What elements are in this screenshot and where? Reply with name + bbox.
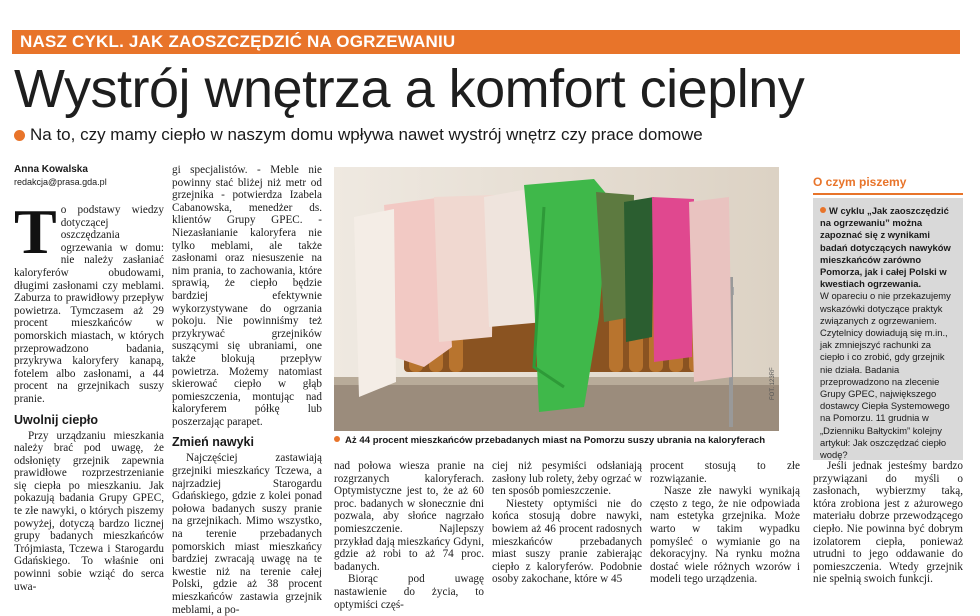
caption-text: Aż 44 procent mieszkańców przebadanych miast na Pomorzu suszy ubrania na kaloryferach	[345, 435, 766, 446]
sidebar-box	[813, 198, 963, 460]
sidebar-body: W opareciu o nie przekazujemy wskazówki dotyczące praktyk związanych z ogrzewaniem. Czytelnicy dowiadują się m.in., jak zmniejszyć rachunki za ciepło i co zrobić, gdy grzejnik nie działa. Badania przeprowadzono na zlecenie Grupy GPEC, największego dostawcy Ciepła Systemowego na Pomorzu. 11 grudnia w „Dzienniku Bałtyckim” kolejny artykuł: Jak oszczędzać ciepło wodę?	[820, 290, 951, 461]
paragraph: nad połowa wiesza pranie na rozgrzanych kaloryferach. Optymistyczne jest to, że aż 60 proc. badanych w słonecznie dni pozwala, aby słońce nagrzało pomieszczenie. Najlepszy przykład dają mieszkańcy Gdyni, gdzie aż robi to aż 74 proc. badanych.	[334, 460, 484, 573]
author-name: Anna Kowalska	[14, 164, 88, 175]
article-column-6	[813, 460, 963, 586]
sidebar-title: O czym piszemy	[813, 175, 907, 189]
lead-bullet-icon	[14, 130, 25, 141]
article-column-3	[334, 460, 484, 611]
article-column-4	[492, 460, 642, 586]
sidebar-bullet-icon	[820, 207, 826, 213]
lead-text: Na to, czy mamy ciepło w naszym domu wpływa nawet wystrój wnętrz czy prace domowe	[30, 125, 703, 144]
paragraph: procent stosują to złe rozwiązanie.	[650, 460, 800, 485]
photo-credit: FOT. 123RF	[770, 367, 776, 400]
subhead-zmien: Zmień nawyki	[172, 435, 254, 450]
article-column-5	[650, 460, 800, 586]
section-banner	[12, 30, 960, 54]
paragraph: Niestety optymiści nie do końca stosują dobre nawyki, bowiem aż 46 procent radosnych mieszkańców przebadanych miast suszy pranie zabierając ciepło z kaloryferów. Podobnie osoby zakochane, które w 45	[492, 497, 642, 586]
sidebar-intro: W cyklu „Jak zaoszczędzić na ogrzewaniu” można zapoznać się z wynikami badań dotyczących nawyków mieszkańców zarówno Pomorza, jak i całej Polski w kwestiach ogrzewania.	[820, 205, 951, 290]
author-email: redakcja@prasa.gda.pl	[14, 177, 107, 187]
article-photo	[334, 167, 779, 431]
subhead-uwolnij: Uwolnij ciepło	[14, 412, 99, 427]
headline: Wystrój wnętrza a komfort cieplny	[14, 59, 805, 119]
caption-bullet-icon	[334, 436, 340, 442]
paragraph: ciej niż pesymiści odsłaniają zasłony lub rolety, żeby ogrzać w ten sposób pomieszczenie.	[492, 460, 642, 498]
photo-caption	[334, 434, 779, 447]
paragraph: Przy urządzaniu mieszkania należy brać pod uwagę, że odsłonięty grzejnik zapewnia prawidłowe rozprzestrzenianie się ciepła po mieszkaniu. Jak pokazują badania Grupy GPEC, te złe nawyki, o których piszemy powyżej, dotyczą bardzo licznej grupy badanych mieszkańców Trójmiasta, Tczewa i Starogardu Gdańskiego. To właśnie oni powinni sobie wziąć do serca uwa-	[14, 429, 164, 593]
sidebar-divider	[813, 193, 963, 195]
paragraph: Nasze złe nawyki wynikają często z tego, że nie odpowiada nam estetyka grzejnika. Może warto w takim wypadku pomyśleć o wymianie go na dekoracyjny. Na rynku można dostać wiele różnych wzorów i modeli tego urządzenia.	[650, 485, 800, 586]
paragraph: Najczęściej zastawiają grzejniki mieszkańcy Tczewa, a najrzadziej Starogardu Gdańskiego, gdzie z kolei ponad połowa badanych suszy pranie na grzejnikach. Mimo wszystko, na terenie przebadanych pomorskich miast mieszkańcy bardziej zwracają uwagę na te kwestie niż na terenie całej Polski, gdzie aż 38 procent mieszkańców zastawia grzejnik meblami, a po-	[172, 452, 322, 616]
article-column-1	[14, 164, 164, 593]
drop-cap: T	[14, 196, 57, 267]
section-label: NASZ CYKL. JAK ZAOSZCZĘDZIĆ NA OGRZEWANIU	[20, 32, 456, 51]
paragraph: Biorąc pod uwagę nastawienie do życia, to optymiści częś-	[334, 573, 484, 611]
article-column-2	[172, 164, 322, 616]
intro-paragraph: o podstawy wiedzy dotyczącej oszczędzania ogrzewania w domu: nie należy zasłaniać kaloryferów obudowami, długimi zasłonami czy meblami. Zaburza to prawidłowy przepływ powietrza. Tymczasem aż 29 procent mieszkańców w pomorskich miastach, w których przeprowadzono badania, przykrywa kaloryfery kanapą, fotelem albo zasłonami, a 44 procent na grzejnikach suszy pranie.	[14, 204, 164, 405]
paragraph: gi specjalistów. - Meble nie powinny stać bliżej niż metr od grzejnika - potwierdza Izabela Cabanowska, menedżer ds. klientów Grupy GPEC. - Niezasłanianie kaloryfera nie tylko meblami, ale także zasłonami oraz niesuszenie na nim prania, to zachowania, które sprawią, że ciepło będzie bardziej efektywnie wykorzystywane do ogrzania pokoju. Nie powinniśmy też przykrywać grzejników suszącymi się ubraniami, one także blokują przepływ powietrza. Możemy natomiast skierować ciepło w głąb pomieszczenia, montując nad kaloryferem półkę lub poszerzając parapet.	[172, 164, 322, 428]
paragraph: Jeśli jednak jesteśmy bardzo przywiązani do myśli o zasłonach, wybierzmy taką, która zrobiona jest z ażurowego materiału dobrze przewodzącego ciepło. Nie powinna być dobrym izolatorem ciepła, ponieważ utrudni to jego oddawanie do pomieszczenia. Wtedy grzejnik nie spełnią swoich funkcji.	[813, 460, 963, 586]
